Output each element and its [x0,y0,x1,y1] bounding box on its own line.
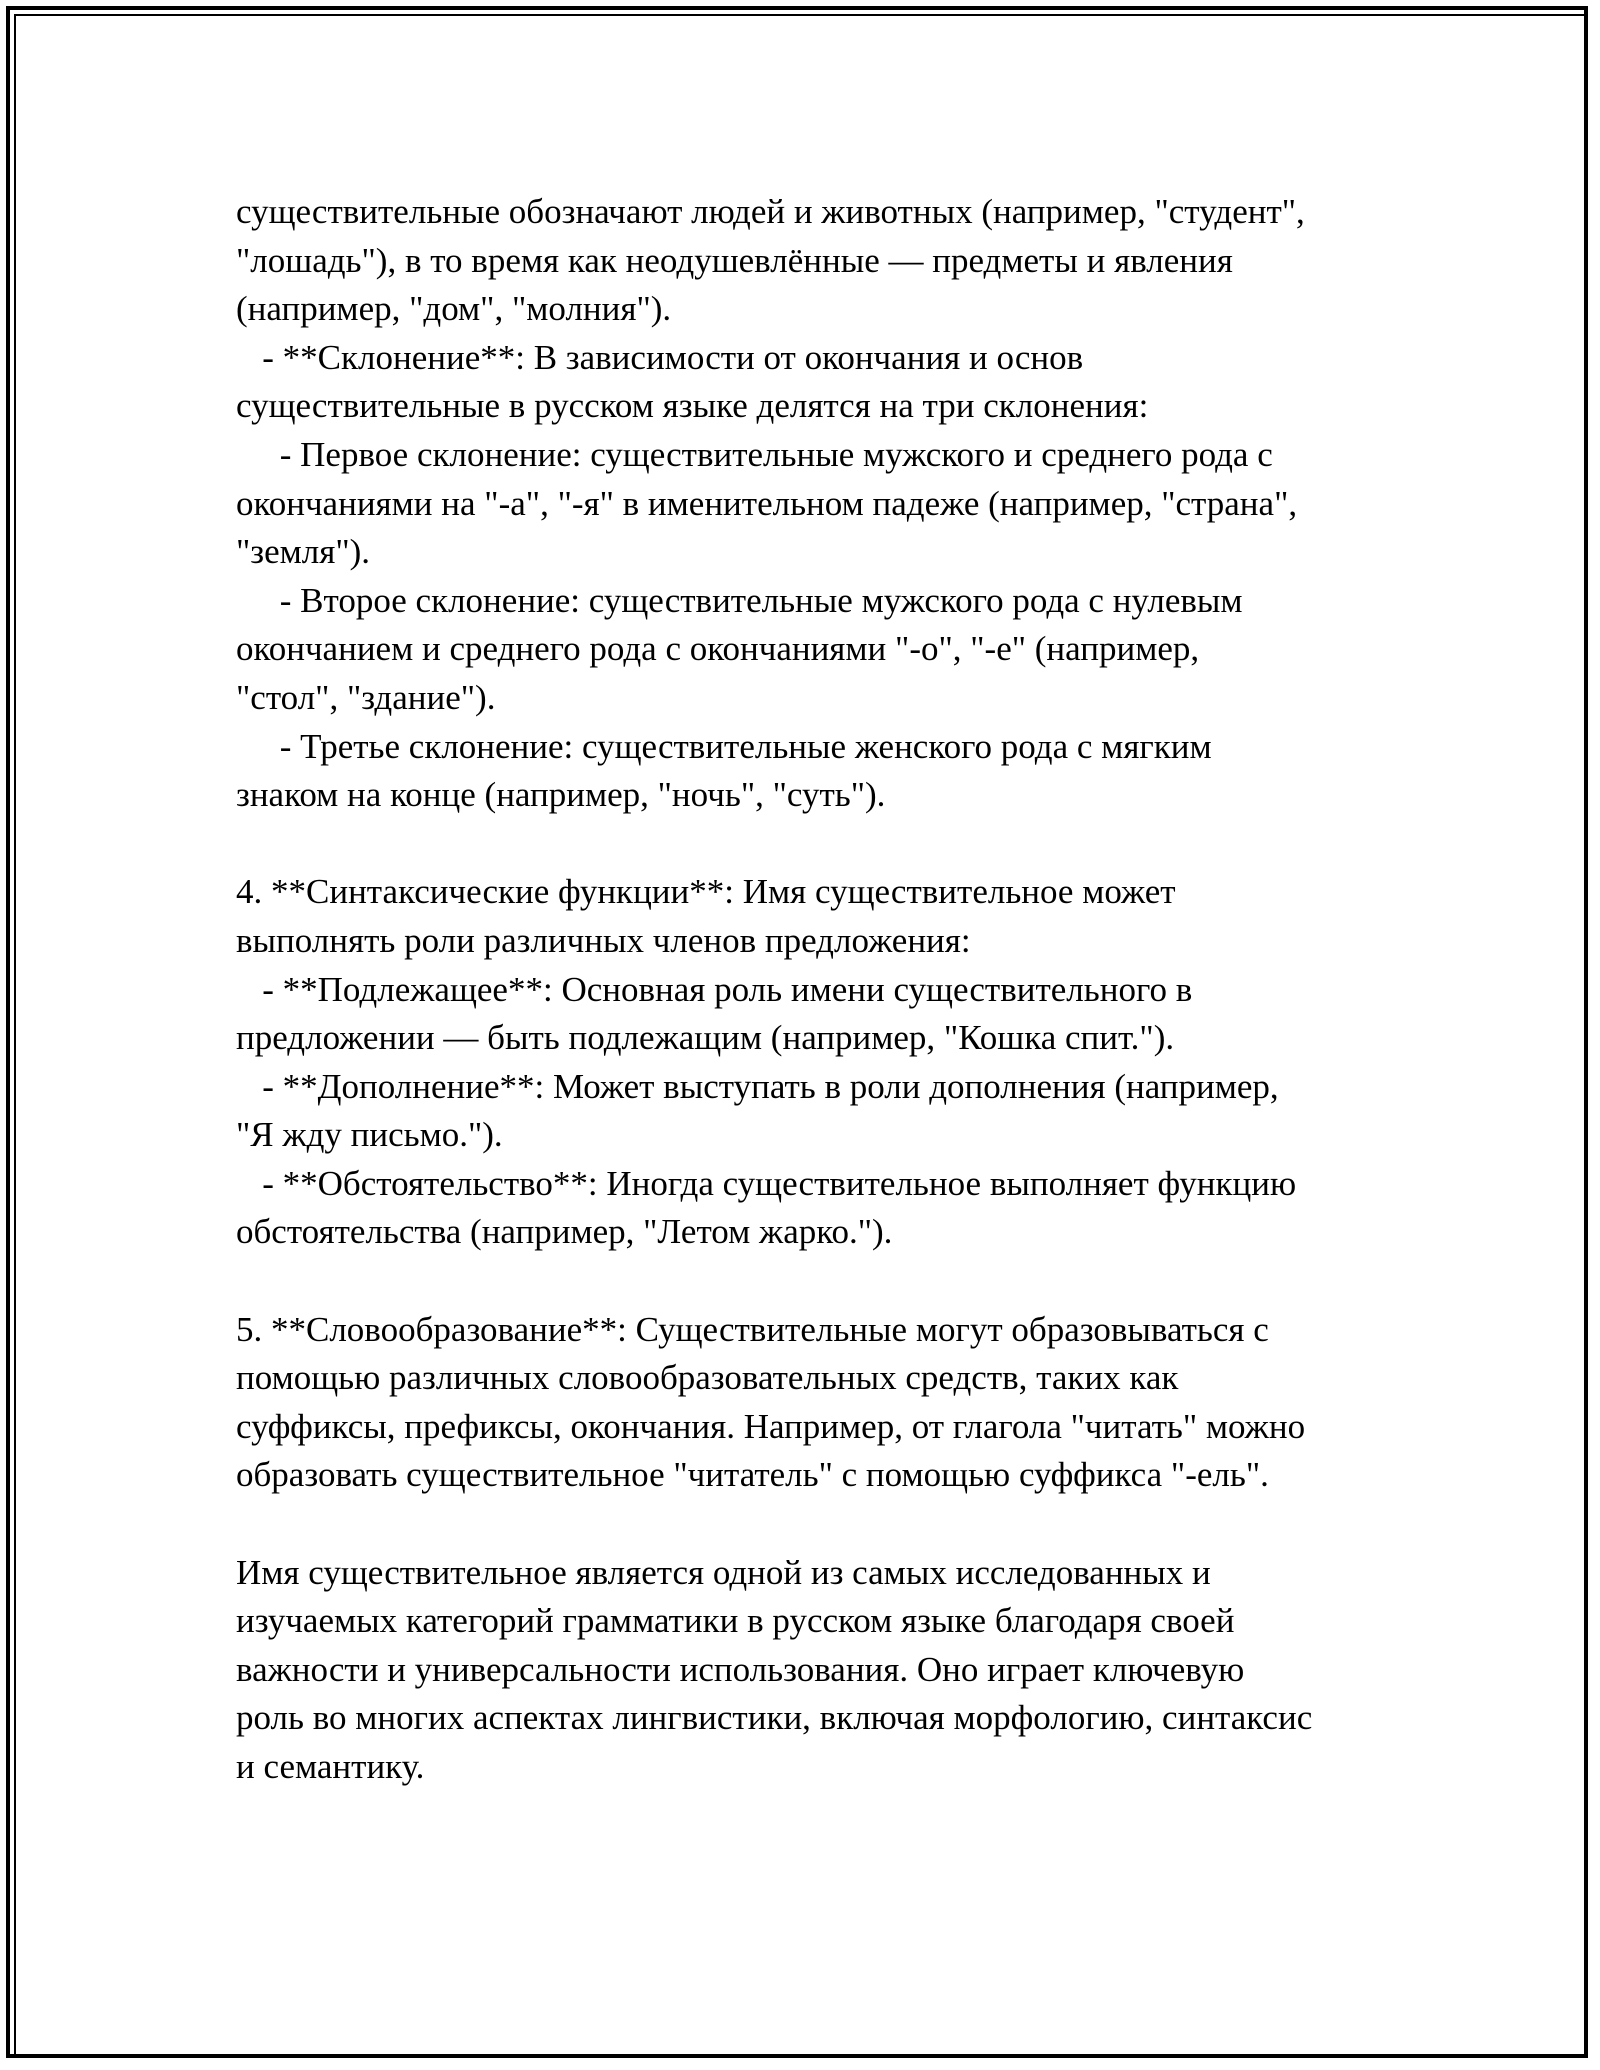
text-line: окончанием и среднего рода с окончаниями "-о", "-е" (например, [236,629,1200,669]
text-line: 5. **Словообразование**: Существительные могут образовываться с [236,1309,1269,1349]
text-line: образовать существительное "читатель" с помощью суффикса "-ель". [236,1455,1269,1495]
paragraph-conclusion [236,1549,1386,1792]
text-line: важности и универсальности использования. Оно играет ключевую [236,1649,1245,1689]
text-line: существительные обозначают людей и животных (например, "студент", [236,192,1305,231]
text-line: "лошадь"), в то время как неодушевлённые — предметы и явления [236,240,1233,280]
text-line: "земля"). [236,532,371,572]
text-line: "стол", "здание"). [236,677,496,717]
text-line: изучаемых категорий грамматики в русском языке благодаря своей [236,1601,1235,1641]
document-body [236,188,1386,1792]
text-line: 4. **Синтаксические функции**: Имя существительное может [236,872,1176,912]
text-line: - Первое склонение: существительные мужского и среднего рода с [236,434,1273,474]
text-line: и семантику. [236,1747,425,1786]
paragraph-syntax-functions [236,868,1386,1257]
text-line: окончаниями на "-а", "-я" в именительном падеже (например, "страна", [236,483,1298,523]
paragraph-gap [236,820,1386,869]
text-line: - **Склонение**: В зависимости от окончания и основ [236,337,1084,377]
text-line: помощью различных словообразовательных средств, таких как [236,1358,1179,1398]
text-line: выполнять роли различных членов предложения: [236,920,971,960]
text-line: - **Подлежащее**: Основная роль имени существительного в [236,969,1193,1009]
text-line: (например, "дом", "молния"). [236,289,672,329]
text-line: знаком на конце (например, "ночь", "суть"). [236,775,886,815]
text-line: роль во многих аспектах лингвистики, включая морфологию, синтаксис [236,1698,1313,1738]
text-line: "Я жду письмо."). [236,1115,503,1155]
text-line: Имя существительное является одной из самых исследованных и [236,1552,1211,1592]
text-line: существительные в русском языке делятся на три склонения: [236,386,1149,426]
text-line: - Третье склонение: существительные женского рода с мягким [236,726,1212,766]
paragraph-declension [236,188,1386,820]
text-line: - Второе склонение: существительные мужского рода с нулевым [236,580,1243,620]
paragraph-gap [236,1500,1386,1549]
text-line: - **Обстоятельство**: Иногда существительное выполняет функцию [236,1163,1297,1203]
text-line: - **Дополнение**: Может выступать в роли дополнения (например, [236,1066,1279,1106]
text-line: обстоятельства (например, "Летом жарко."). [236,1212,893,1252]
text-line: предложении — быть подлежащим (например, "Кошка спит."). [236,1018,1175,1058]
paragraph-gap [236,1257,1386,1306]
paragraph-word-formation [236,1306,1386,1500]
text-line: суффиксы, префиксы, окончания. Например, от глагола "читать" можно [236,1406,1306,1446]
